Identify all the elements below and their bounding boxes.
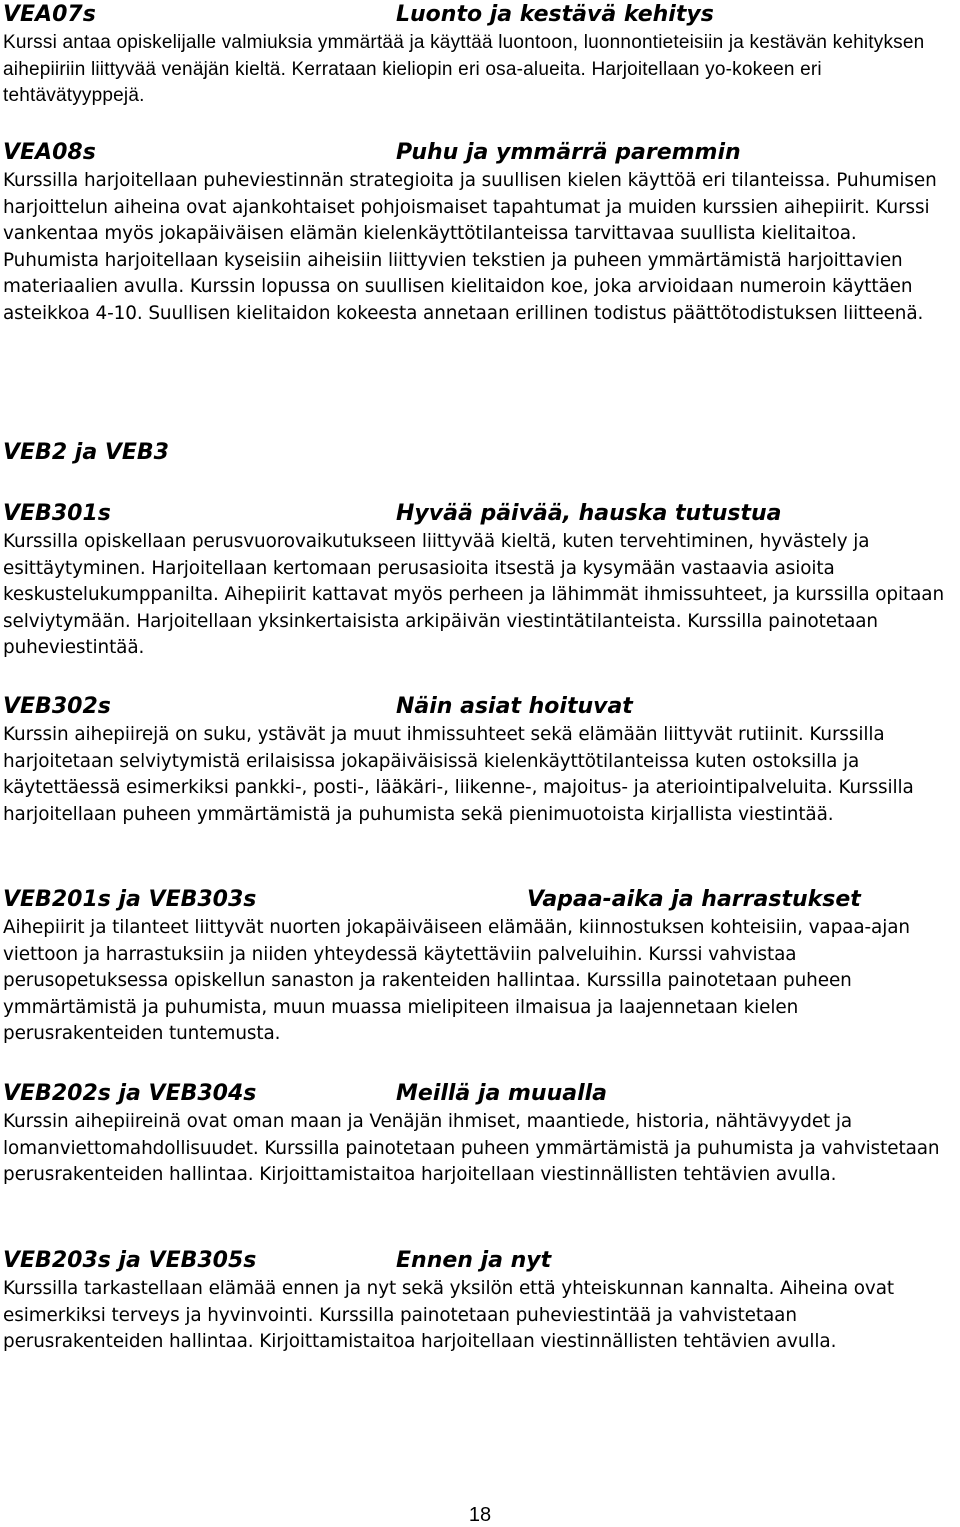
course-description: Kurssilla tarkastellaan elämää ennen ja nyt sekä yksilön että yhteiskunnan kannalta. Aiheina ovat esimerkiksi terveys ja hyvinvointi. Kurssilla painotetaan puheviestintää ja vahvistetaan perusrakenteiden hallintaa. Kirjoittamistaitoa harjoitellaan viestinnällisten tehtävien avulla. bbox=[3, 1278, 895, 1353]
course-description: Aihepiirit ja tilanteet liittyvät nuorten jokapäiväiseen elämään, kiinnostuksen kohteisiin, vapaa-ajan viettoon ja harrastuksiin ja niiden yhteydessä käytettäviin palveluihin. Kurssi vahvistaa perusopetuksessa opiskellun sanaston ja rakenteiden hallintaa. Kurssilla painotetaan puheen ymmärtämistä ja puhumista, muun muassa mielipiteen ilmaisua ja laajennetaan kielen perusrakenteiden tuntemusta. bbox=[3, 917, 910, 1045]
course-heading bbox=[3, 138, 958, 168]
course-code: VEB202s ja VEB304s bbox=[3, 1081, 257, 1106]
course-title: Luonto ja kestävä kehitys bbox=[396, 2, 714, 27]
section-heading: VEB2 ja VEB3 bbox=[3, 440, 169, 465]
course-code: VEB301s bbox=[3, 501, 111, 526]
course-title: Vapaa-aika ja harrastukset bbox=[527, 887, 861, 912]
course-title: Näin asiat hoituvat bbox=[396, 694, 633, 719]
course-code: VEB203s ja VEB305s bbox=[3, 1248, 257, 1273]
course-code: VEA08s bbox=[3, 140, 96, 165]
page-number: 18 bbox=[468, 1504, 492, 1526]
course-heading bbox=[3, 692, 958, 722]
course-veb302s bbox=[3, 692, 958, 828]
course-code: VEB201s ja VEB303s bbox=[3, 887, 257, 912]
course-heading bbox=[3, 0, 958, 30]
course-vea07s bbox=[3, 0, 958, 110]
course-description: Kurssin aihepiireinä ovat oman maan ja Venäjän ihmiset, maantiede, historia, nähtävyydet ja lomanviettomahdollisuudet. Kurssilla painotetaan puheen ymmärtämistä ja puhumista ja vahvistetaan perusrakenteiden hallintaa. Kirjoittamistaitoa harjoitellaan viestinnällisten tehtävien avulla. bbox=[3, 1111, 940, 1186]
course-title: Hyvää päivää, hauska tutustua bbox=[396, 501, 782, 526]
course-veb202s-veb304s bbox=[3, 1079, 958, 1189]
course-heading bbox=[3, 1246, 958, 1276]
course-code: VEA07s bbox=[3, 2, 96, 27]
course-title: Puhu ja ymmärrä paremmin bbox=[396, 140, 741, 165]
course-heading bbox=[3, 499, 958, 529]
course-description: Kurssilla harjoitellaan puheviestinnän strategioita ja suullisen kielen käyttöä eri tilanteissa. Puhumisen harjoittelun aiheina ovat ajankohtaiset pohjoismaiset tapahtumat ja muiden kurssien aihepiirit. Kurssi vankentaa myös jokapäiväisen elämän kielenkäyttötilanteissa tarvittavaa suullista kielitaitoa. Puhumista harjoitellaan kyseisiin aiheisiin liittyvien tekstien ja puheen ymmärtämistä harjoittavien materiaalien avulla. Kurssin lopussa on suullisen kielitaidon koe, joka arvioidaan numeroin käyttäen asteikkoa 4-10. Suullisen kielitaidon kokeesta annetaan erillinen todistus päättötodistuksen liitteenä. bbox=[3, 170, 937, 324]
course-title: Ennen ja nyt bbox=[396, 1248, 552, 1273]
course-heading bbox=[3, 1079, 958, 1109]
course-veb301s bbox=[3, 499, 958, 662]
course-heading bbox=[3, 885, 958, 915]
course-title: Meillä ja muualla bbox=[396, 1081, 608, 1106]
course-description: Kurssin aihepiirejä on suku, ystävät ja muut ihmissuhteet sekä elämään liittyvät rutiinit. Kurssilla harjoitetaan selviytymistä erilaisissa jokapäiväisissä kielenkäyttötilanteissa kuten ostoksilla ja käytettäessä esimerkiksi pankki-, posti-, lääkäri-, liikenne-, majoitus- ja ateriointipalveluita. Kurssilla harjoitellaan puheen ymmärtämistä ja puhumista sekä pienimuotoista kirjallista viestintää. bbox=[3, 724, 914, 825]
course-veb201s-veb303s bbox=[3, 885, 958, 1048]
course-description: Kurssilla opiskellaan perusvuorovaikutukseen liittyvää kieltä, kuten tervehtiminen, hyvästely ja esittäytyminen. Harjoitellaan kertomaan perusasioita itsestä ja kysymään vastaavia asioita keskustelukumppanilta. Aihepiirit kattavat myös perheen ja lähimmät ihmissuhteet, ja kurssilla opitaan selviytymään. Harjoitellaan yksinkertaisista arkipäivän viestintätilanteista. Kurssilla painotetaan puheviestintää. bbox=[3, 531, 944, 659]
course-vea08s bbox=[3, 138, 958, 328]
course-description: Kurssi antaa opiskelijalle valmiuksia ymmärtää ja käyttää luontoon, luonnontieteisiin ja kestävän kehityksen aihepiiriin liittyvää venäjän kieltä. Kerrataan kieliopin eri osa-alueita. Harjoitellaan yo-kokeen eri tehtävätyyppejä. bbox=[3, 32, 925, 107]
course-veb203s-veb305s bbox=[3, 1246, 958, 1356]
course-code: VEB302s bbox=[3, 694, 111, 719]
